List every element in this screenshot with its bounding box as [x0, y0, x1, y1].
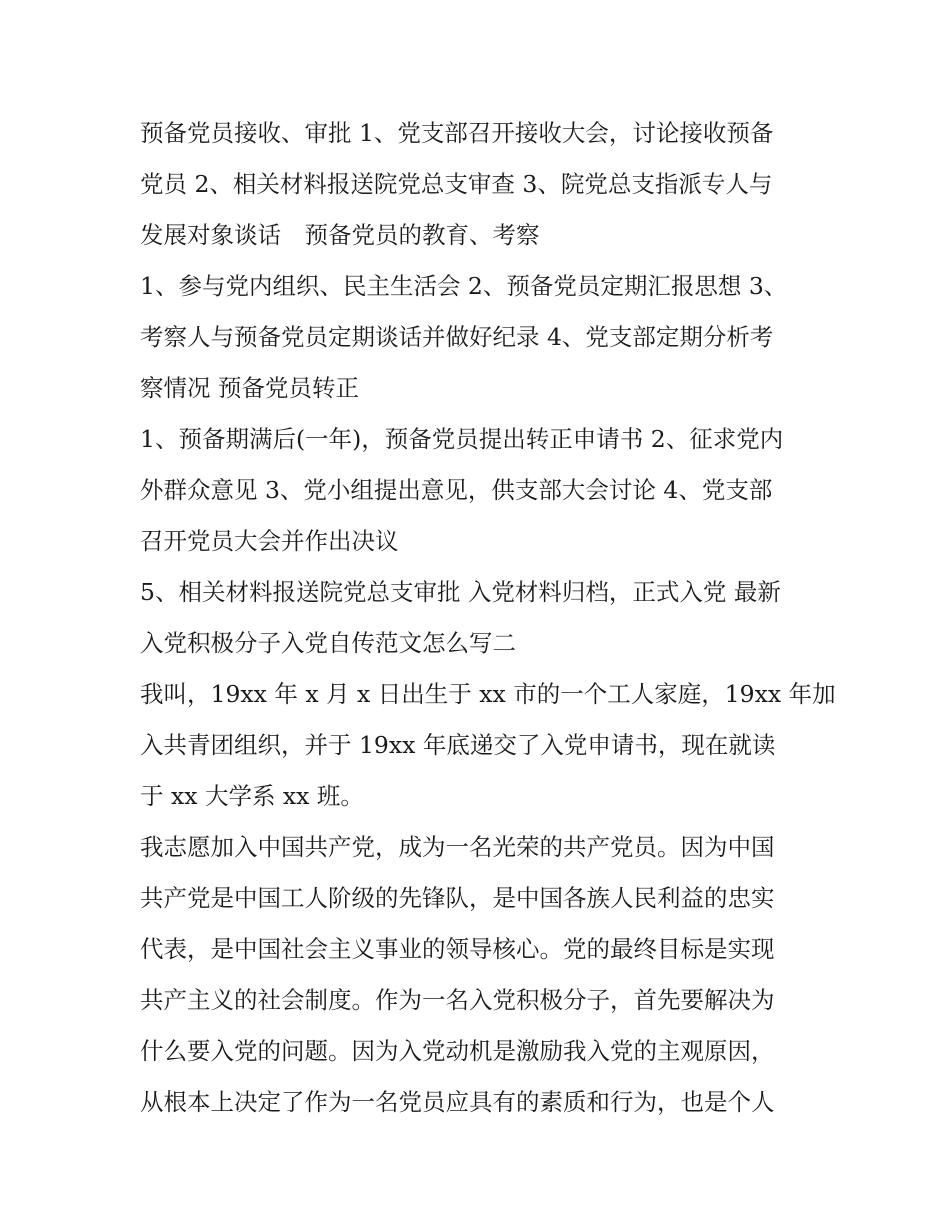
text-line: 代表，是中国社会主义事业的领导核心。党的最终目标是实现 [140, 935, 775, 963]
text-line: 我叫，19xx 年 x 月 x 日出生于 xx 市的一个工人家庭，19xx 年加 [140, 680, 836, 708]
text-line: 共产主义的社会制度。作为一名入党积极分子，首先要解决为 [140, 986, 775, 1014]
text-line: 共产党是中国工人阶级的先锋队，是中国各族人民利益的忠实 [140, 884, 775, 912]
text-line: 考察人与预备党员定期谈话并做好纪录 4、党支部定期分析考 [140, 323, 774, 351]
text-line: 从根本上决定了作为一名党员应具有的素质和行为，也是个人 [140, 1088, 775, 1116]
text-line: 党员 2、相关材料报送院党总支审查 3、院党总支指派专人与 [140, 170, 773, 198]
text-line: 5、相关材料报送院党总支审批 入党材料归档，正式入党 最新 [140, 578, 781, 606]
text-line: 我志愿加入中国共产党，成为一名光荣的共产党员。因为中国 [140, 833, 775, 861]
document-body [140, 108, 836, 1128]
text-line: 1、参与党内组织、民主生活会 2、预备党员定期汇报思想 3、 [140, 272, 788, 300]
text-line: 外群众意见 3、党小组提出意见，供支部大会讨论 4、党支部 [140, 476, 773, 504]
text-line: 1、预备期满后(一年)，预备党员提出转正申请书 2、征求党内 [140, 425, 784, 453]
text-line: 察情况 预备党员转正 [140, 374, 359, 402]
text-line: 发展对象谈话 预备党员的教育、考察 [140, 221, 540, 249]
text-line: 什么要入党的问题。因为入党动机是激励我入党的主观原因， [140, 1037, 775, 1065]
text-line: 入党积极分子入党自传范文怎么写二 [140, 629, 516, 657]
text-line: 预备党员接收、审批 1、党支部召开接收大会，讨论接收预备 [140, 119, 774, 147]
text-line: 入共青团组织，并于 19xx 年底递交了入党申请书，现在就读 [140, 731, 776, 759]
text-line: 召开党员大会并作出决议 [140, 527, 399, 555]
text-line: 于 xx 大学系 xx 班。 [140, 782, 364, 810]
